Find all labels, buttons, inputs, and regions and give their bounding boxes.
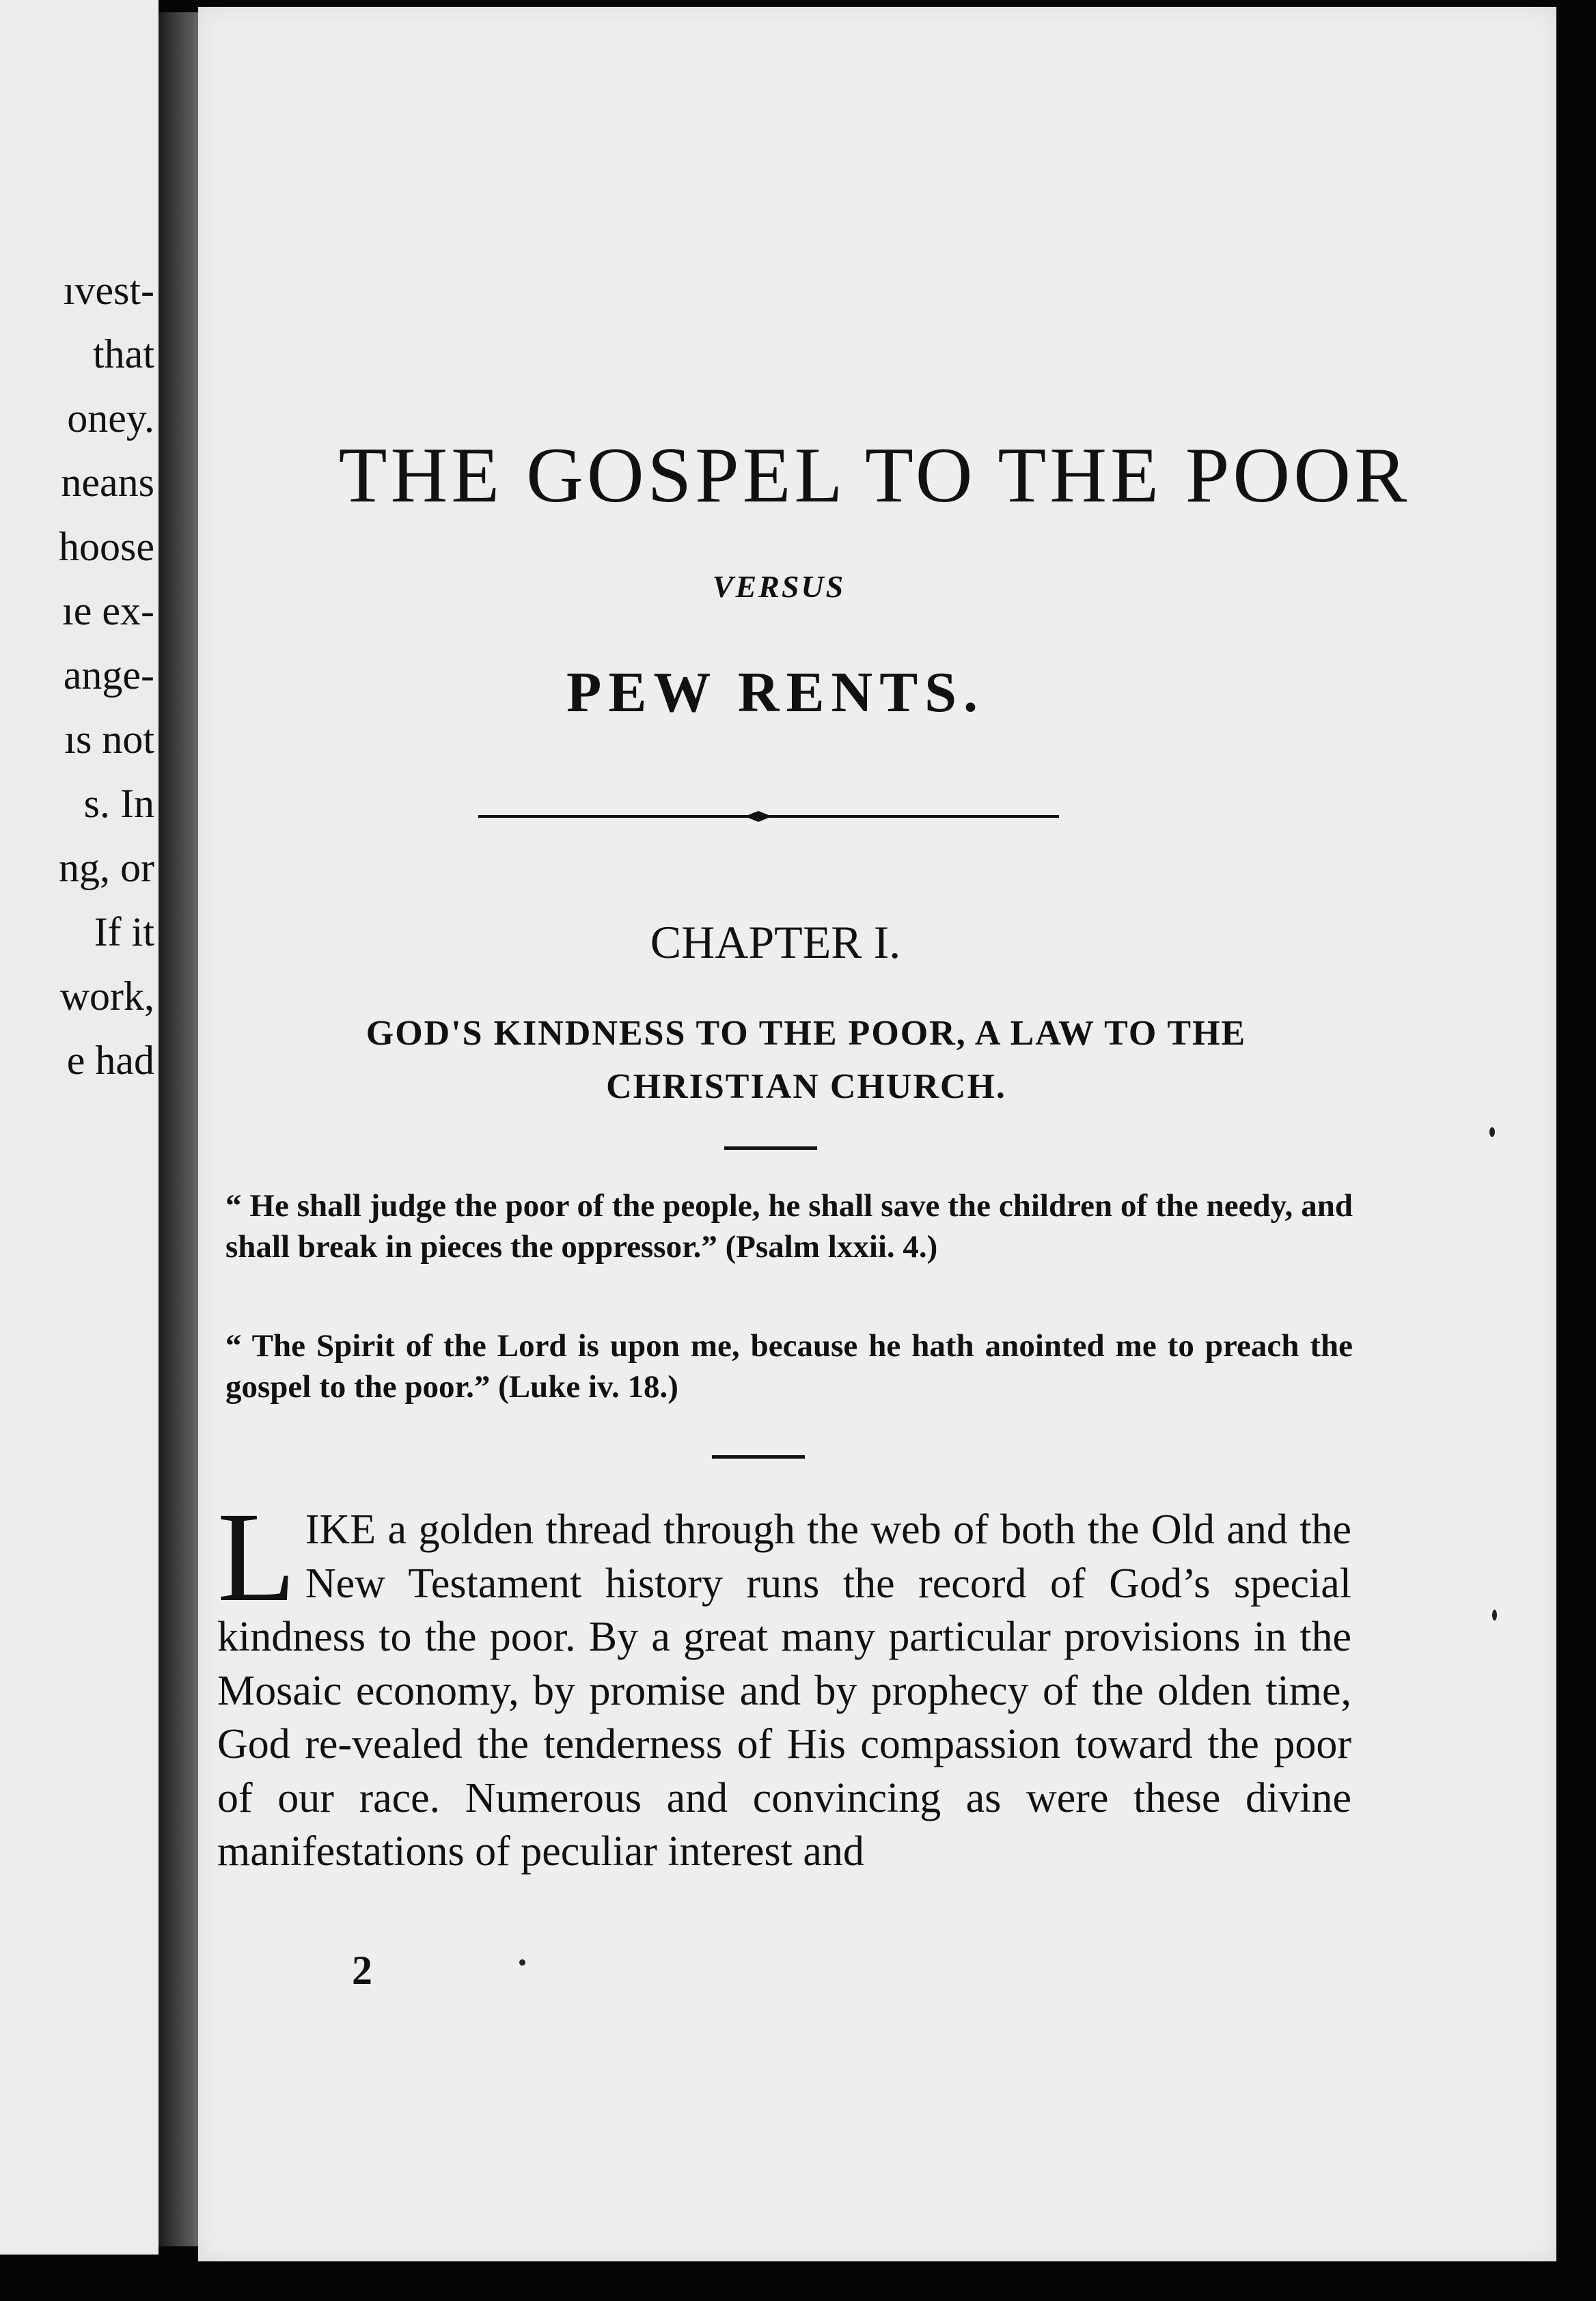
- chapter-subtitle: [260, 1007, 1353, 1114]
- facing-page-line: hoose: [59, 524, 154, 569]
- book-page: [198, 7, 1556, 2261]
- short-rule: [712, 1455, 805, 1459]
- epigraph-luke: “ The Spirit of the Lord is upon me, because he hath anointed me to preach the gospel to the poor.” (Luke iv. 18.): [225, 1328, 1353, 1405]
- facing-page-line: ıvest-: [63, 268, 154, 313]
- facing-page-line: that: [93, 331, 154, 376]
- first-word: IKE: [305, 1506, 376, 1553]
- facing-page-line: work,: [59, 974, 154, 1019]
- ink-speck: [1489, 1127, 1495, 1137]
- facing-page: [0, 0, 159, 2255]
- book-title: THE GOSPEL TO THE POOR: [338, 432, 1411, 519]
- paragraph-text: a golden thread through the web of both the Old and the New Testament history runs the record of God’s special kindness to the poor. By a great many particular provisions in the Mosaic economy, by promise and by prophecy of the olden time, God re-vealed the tenderness of His compassion toward the poor of our race. Numerous and convincing as were these divine manifestations of peculiar interest and: [217, 1506, 1351, 1875]
- chapter-title: CHAPTER I.: [650, 916, 901, 968]
- ink-speck: [519, 1959, 525, 1966]
- facing-page-line: If it: [94, 909, 154, 954]
- facing-page-line: neans: [61, 460, 154, 505]
- ornamental-divider: [478, 810, 1059, 823]
- epigraph-psalm: “ He shall judge the poor of the people, he shall save the children of the needy, and shall break in pieces the oppressor.” (Psalm lxxii. 4.): [225, 1188, 1353, 1265]
- page-number: 2: [352, 1948, 372, 1993]
- ink-speck: [1492, 1610, 1497, 1621]
- facing-page-line: ange-: [63, 652, 154, 698]
- versus-label: VERSUS: [712, 569, 846, 604]
- drop-cap: L: [217, 1485, 296, 1628]
- book-subtitle: PEW RENTS.: [566, 661, 985, 724]
- facing-page-line: ng, or: [59, 845, 154, 890]
- facing-page-line: oney.: [67, 396, 154, 441]
- facing-page-line: s. In: [83, 781, 154, 826]
- chapter-subtitle-line: CHRISTIAN CHURCH.: [606, 1067, 1006, 1106]
- short-rule: [724, 1146, 817, 1150]
- facing-page-line: ıe ex-: [62, 588, 154, 633]
- chapter-subtitle-line: GOD'S KINDNESS TO THE POOR, A LAW TO THE: [366, 1014, 1247, 1053]
- facing-page-line: ıs not: [64, 717, 154, 762]
- body-paragraph: [217, 1485, 1351, 1879]
- facing-page-line: e had: [66, 1038, 154, 1083]
